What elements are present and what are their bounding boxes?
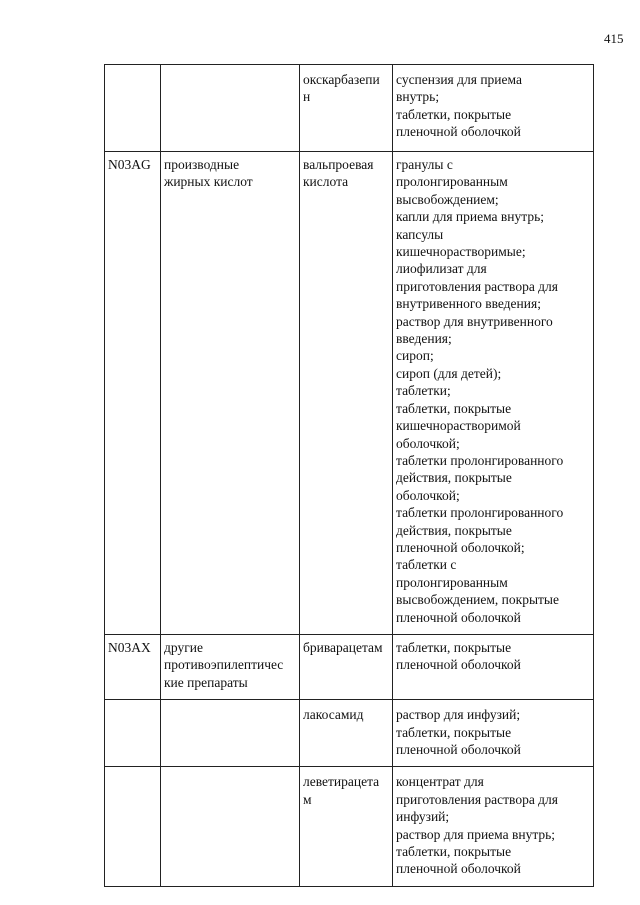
table-row (105, 634, 594, 699)
group-name-cell (161, 767, 300, 886)
dosage-forms-cell: раствор для инфузий; таблетки, покрытые пленочной оболочкой (393, 700, 594, 767)
page-number: 415 (604, 31, 624, 46)
dosage-forms-cell: концентрат для приготовления раствора для инфузий; раствор для приема внутрь; таблетки, покрытые пленочной оболочкой (393, 767, 594, 886)
drug-name-cell: бриварацетам (300, 634, 393, 699)
atc-code-cell (105, 700, 161, 767)
dosage-forms-cell: гранулы с пролонгированным высвобождением; капли для приема внутрь; капсулы кишечнорастворимые; лиофилизат для приготовления раствора для внутривенного введения; раствор для внутривенного введения; сироп; сироп (для детей); таблетки; таблетки, покрытые кишечнорастворимой оболочкой; таблетки пролонгированного действия, покрытые оболочкой; таблетки пролонгированного действия, покрытые пленочной оболочкой; таблетки с пролонгированным высвобождением, покрытые пленочной оболочкой (393, 152, 594, 635)
atc-code-cell (105, 767, 161, 886)
group-name-cell: производные жирных кислот (161, 152, 300, 635)
table-row (105, 152, 594, 635)
table-row (105, 700, 594, 767)
atc-code-cell: N03AX (105, 634, 161, 699)
group-name-cell: другие противоэпилептичес кие препараты (161, 634, 300, 699)
dosage-forms-cell: суспензия для приема внутрь; таблетки, покрытые пленочной оболочкой (393, 65, 594, 152)
atc-code-cell (105, 65, 161, 152)
table-row (105, 65, 594, 152)
dosage-forms-cell: таблетки, покрытые пленочной оболочкой (393, 634, 594, 699)
atc-code-cell: N03AG (105, 152, 161, 635)
drug-name-cell: вальпроевая кислота (300, 152, 393, 635)
drug-name-cell: леветирацета м (300, 767, 393, 886)
table-row (105, 767, 594, 886)
group-name-cell (161, 700, 300, 767)
group-name-cell (161, 65, 300, 152)
drug-name-cell: окскарбазепи н (300, 65, 393, 152)
drug-name-cell: лакосамид (300, 700, 393, 767)
drug-table (104, 64, 594, 887)
